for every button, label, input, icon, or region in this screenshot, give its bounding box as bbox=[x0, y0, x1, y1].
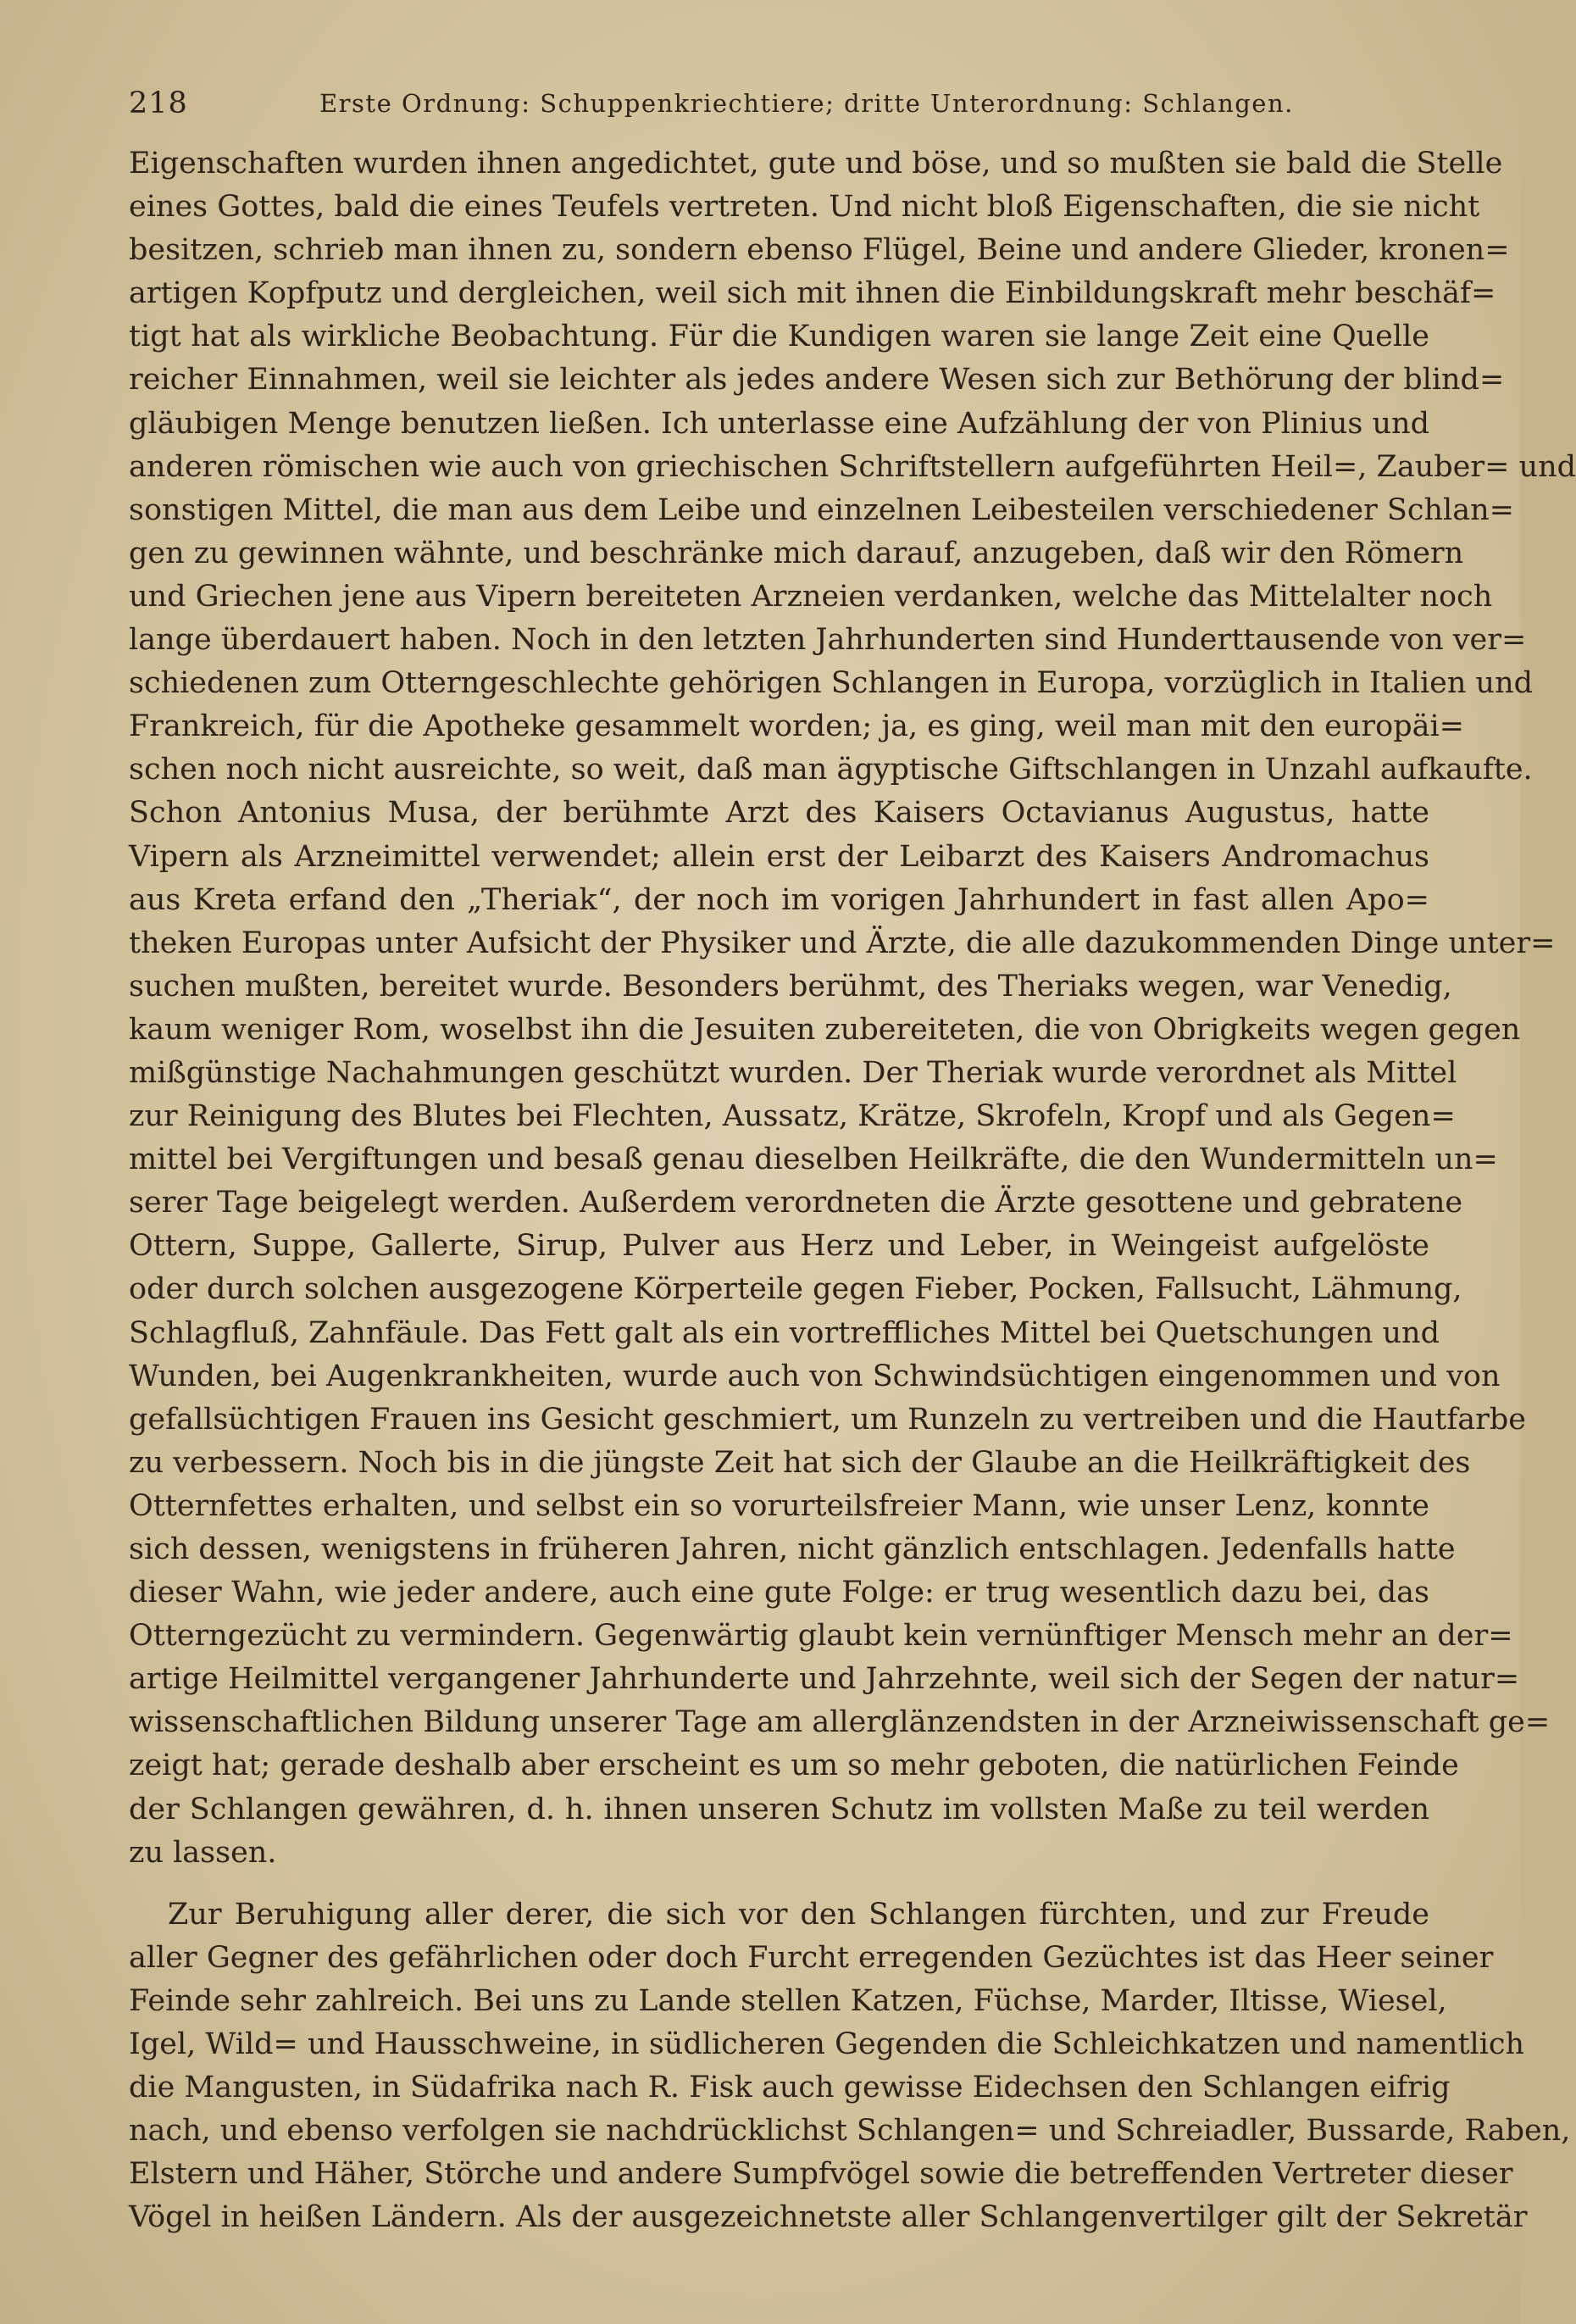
text-line: lange überdauert haben. Noch in den letzten Jahrhunderten sind Hunderttausende von ver= bbox=[129, 623, 1527, 658]
text-line: und Griechen jene aus Vipern bereiteten Arzneien verdanken, welche das Mittelalter noch bbox=[129, 579, 1493, 614]
text-line: Eigenschaften wurden ihnen angedichtet, gute und böse, und so mußten sie bald die Stelle bbox=[129, 147, 1503, 181]
text-line: Vipern als Arzneimittel verwendet; allein erst der Leibarzt des Kaisers Andromachus bbox=[129, 839, 1429, 874]
text-line: der Schlangen gewähren, d. h. ihnen unseren Schutz im vollsten Maße zu teil werden bbox=[129, 1792, 1429, 1826]
text-line: serer Tage beigelegt werden. Außerdem verordneten die Ärzte gesottene und gebratene bbox=[129, 1186, 1463, 1220]
text-line: sonstigen Mittel, die man aus dem Leibe und einzelnen Leibesteilen verschiedener Schlan= bbox=[129, 492, 1514, 527]
paragraph-gap bbox=[129, 1875, 1429, 1893]
text-line: tigt hat als wirkliche Beobachtung. Für die Kundigen waren sie lange Zeit eine Quelle bbox=[129, 320, 1429, 354]
text-line: gläubigen Menge benutzen ließen. Ich unterlasse eine Aufzählung der von Plinius und bbox=[129, 406, 1429, 441]
text-line: Schon Antonius Musa, der berühmte Arzt des Kaisers Octavianus Augustus, hatte bbox=[129, 796, 1429, 831]
page-number: 218 bbox=[129, 86, 188, 120]
text-line: schen noch nicht ausreichte, so weit, daß man ägyptische Giftschlangen in Unzahl aufkaufte. bbox=[129, 753, 1533, 787]
text-line: aus Kreta erfand den „Theriak“, der noch im vorigen Jahrhundert in fast allen Apo= bbox=[129, 882, 1429, 917]
text-line: nach, und ebenso verfolgen sie nachdrücklichst Schlangen= und Schreiadler, Bussarde, Raben, bbox=[129, 2114, 1571, 2149]
text-line: eines Gottes, bald die eines Teufels vertreten. Und nicht bloß Eigenschaften, die sie nicht bbox=[129, 190, 1480, 225]
text-line: Schlagfluß, Zahnfäule. Das Fett galt als ein vortreffliches Mittel bei Quetschungen und bbox=[129, 1315, 1440, 1350]
text-line: Vögel in heißen Ländern. Als der ausgezeichnetste aller Schlangenvertilger gilt der Sekretär bbox=[129, 2200, 1528, 2235]
text-line: zur Reinigung des Blutes bei Flechten, Aussatz, Krätze, Skrofeln, Kropf und als Gegen= bbox=[129, 1099, 1456, 1134]
text-line: Frankreich, für die Apotheke gesammelt worden; ja, es ging, weil man mit den europäi= bbox=[129, 709, 1465, 744]
text-line: Otterngezücht zu vermindern. Gegenwärtig glaubt kein vernünftiger Mensch mehr an der= bbox=[129, 1619, 1513, 1654]
body-text bbox=[129, 142, 1576, 2240]
text-line: aller Gegner des gefährlichen oder doch Furcht erregenden Gezüchtes ist das Heer seiner bbox=[129, 1940, 1494, 1975]
text-line: gefallsüchtigen Frauen ins Gesicht geschmiert, um Runzeln zu vertreiben und die Hautfarbe bbox=[129, 1402, 1526, 1437]
text-line: Ottern, Suppe, Gallerte, Sirup, Pulver aus Herz und Leber, in Weingeist aufgelöste bbox=[129, 1229, 1429, 1264]
text-line: gen zu gewinnen wähnte, und beschränke mich darauf, anzugeben, daß wir den Römern bbox=[129, 536, 1464, 570]
text-line: die Mangusten, in Südafrika nach R. Fisk auch gewisse Eidechsen den Schlangen eifrig bbox=[129, 2071, 1451, 2105]
running-head: Erste Ordnung: Schuppenkriechtiere; dritte Unterordnung: Schlangen. bbox=[319, 89, 1294, 118]
text-line: Zur Beruhigung aller derer, die sich vor den Schlangen fürchten, und zur Freude bbox=[168, 1897, 1429, 1932]
text-line: artige Heilmittel vergangener Jahrhunderte und Jahrzehnte, weil sich der Segen der natur= bbox=[129, 1662, 1520, 1697]
text-line: zu verbessern. Noch bis in die jüngste Zeit hat sich der Glaube an die Heilkräftigkeit des bbox=[129, 1445, 1471, 1480]
text-line: Feinde sehr zahlreich. Bei uns zu Lande stellen Katzen, Füchse, Marder, Iltisse, Wiesel, bbox=[129, 1983, 1447, 2018]
text-line: oder durch solchen ausgezogene Körperteile gegen Fieber, Pocken, Fallsucht, Lähmung, bbox=[129, 1272, 1462, 1307]
text-line: Igel, Wild= und Hausschweine, in südlicheren Gegenden die Schleichkatzen und namentlich bbox=[129, 2027, 1525, 2062]
text-line: artigen Kopfputz und dergleichen, weil sich mit ihnen die Einbildungskraft mehr beschäf= bbox=[129, 276, 1496, 311]
text-line: reicher Einnahmen, weil sie leichter als jedes andere Wesen sich zur Bethörung der blind= bbox=[129, 363, 1505, 398]
text-line: anderen römischen wie auch von griechischen Schriftstellern aufgeführten Heil=, Zauber= und bbox=[129, 449, 1576, 484]
text-line: zeigt hat; gerade deshalb aber erscheint es um so mehr geboten, die natürlichen Feinde bbox=[129, 1749, 1459, 1783]
text-line: mißgünstige Nachahmungen geschützt wurden. Der Theriak wurde verordnet als Mittel bbox=[129, 1055, 1457, 1090]
paragraph bbox=[129, 142, 1576, 1875]
text-line: Wunden, bei Augenkrankheiten, wurde auch von Schwindsüchtigen eingenommen und von bbox=[129, 1359, 1501, 1393]
text-line: suchen mußten, bereitet wurde. Besonders berühmt, des Theriaks wegen, war Venedig, bbox=[129, 969, 1452, 1004]
text-line: dieser Wahn, wie jeder andere, auch eine gute Folge: er trug wesentlich dazu bei, das bbox=[129, 1576, 1429, 1610]
text-line: Elstern und Häher, Störche und andere Sumpfvögel sowie die betreffenden Vertreter dieser bbox=[129, 2157, 1513, 2192]
text-line: sich dessen, wenigstens in früheren Jahren, nicht gänzlich entschlagen. Jedenfalls hatte bbox=[129, 1532, 1456, 1566]
text-line: kaum weniger Rom, woselbst ihn die Jesuiten zubereiteten, die von Obrigkeits wegen gegen bbox=[129, 1012, 1521, 1047]
text-line: zu lassen. bbox=[129, 1835, 277, 1870]
text-line: wissenschaftlichen Bildung unserer Tage am allerglänzendsten in der Arzneiwissenschaft ge= bbox=[129, 1705, 1551, 1740]
text-line: Otternfettes erhalten, und selbst ein so vorurteilsfreier Mann, wie unser Lenz, konnte bbox=[129, 1488, 1429, 1523]
page-header bbox=[129, 78, 1429, 129]
text-line: schiedenen zum Otterngeschlechte gehörigen Schlangen in Europa, vorzüglich in Italien und bbox=[129, 666, 1534, 701]
text-line: theken Europas unter Aufsicht der Physiker und Ärzte, die alle dazukommenden Dinge unter= bbox=[129, 926, 1556, 960]
paragraph bbox=[129, 1893, 1571, 2240]
text-line: besitzen, schrieb man ihnen zu, sondern ebenso Flügel, Beine und andere Glieder, kronen= bbox=[129, 233, 1510, 268]
text-line: mittel bei Vergiftungen und besaß genau dieselben Heilkräfte, die den Wundermitteln un= bbox=[129, 1143, 1498, 1177]
